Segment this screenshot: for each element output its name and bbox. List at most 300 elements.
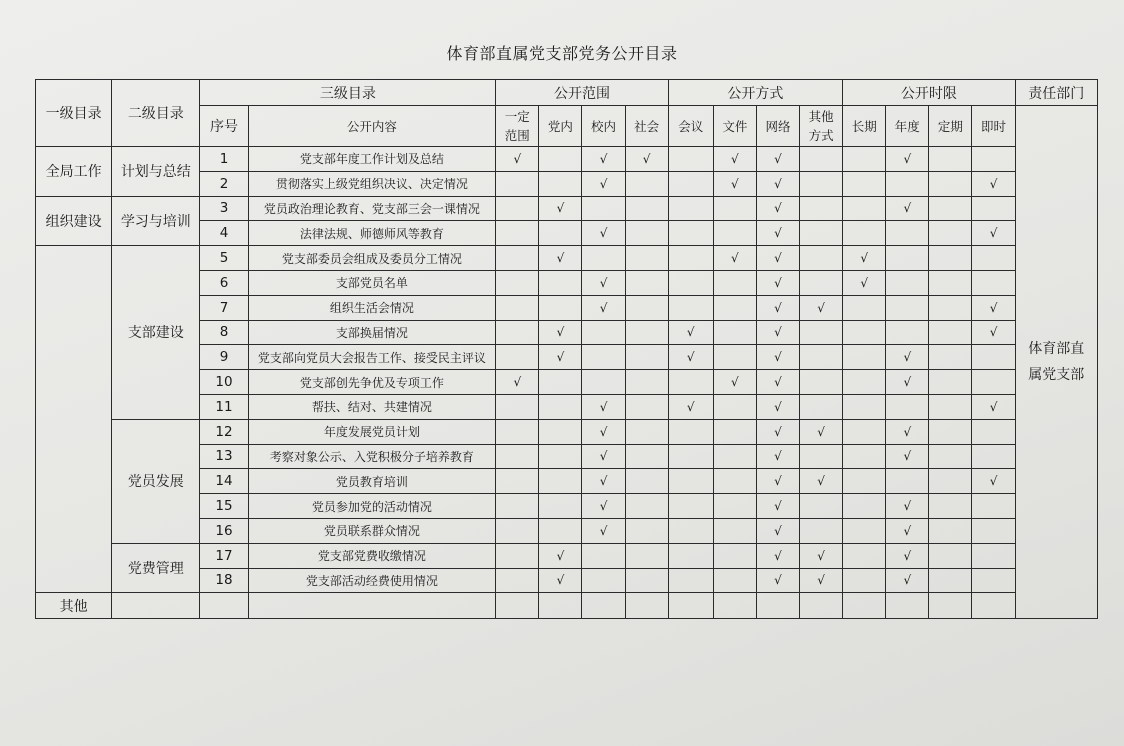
- mark-cell: [929, 568, 972, 593]
- content-cell: 党员教育培训: [248, 469, 496, 494]
- mark-cell: [886, 469, 929, 494]
- content-cell: 党支部创先争优及专项工作: [248, 370, 496, 395]
- seq-cell: 11: [200, 394, 248, 419]
- mark-cell: [496, 196, 539, 221]
- mark-cell: [668, 171, 713, 196]
- mark-cell: [800, 543, 843, 568]
- check-mark: √: [774, 151, 782, 166]
- seq-cell: 2: [200, 171, 248, 196]
- check-mark: √: [903, 350, 912, 365]
- mark-cell: [625, 246, 668, 271]
- header-method-other: 其他方式: [800, 106, 843, 147]
- seq-cell: 8: [200, 320, 248, 345]
- mark-cell: [929, 345, 972, 370]
- table-row: [36, 419, 1098, 444]
- mark-cell: [929, 394, 972, 419]
- header-level2: 二级目录: [112, 80, 200, 147]
- check-mark: √: [731, 176, 739, 191]
- empty-cell: [625, 593, 668, 619]
- mark-cell: [713, 345, 756, 370]
- header-period-regular: 定期: [929, 106, 972, 147]
- mark-cell: [625, 171, 668, 196]
- check-mark: √: [599, 523, 608, 538]
- header-scope-party: 党内: [539, 106, 582, 147]
- mark-cell: [929, 444, 972, 469]
- check-mark: √: [599, 275, 608, 290]
- empty-cell: [582, 593, 625, 619]
- mark-cell: [539, 370, 582, 395]
- mark-cell: [496, 345, 539, 370]
- mark-cell: [929, 295, 972, 320]
- mark-cell: [800, 295, 843, 320]
- mark-cell: [756, 543, 799, 568]
- responsible-dept-line-2: 属党支部: [1028, 367, 1085, 384]
- check-mark: √: [599, 151, 608, 166]
- mark-cell: [972, 320, 1015, 345]
- mark-cell: [496, 444, 539, 469]
- mark-cell: [713, 221, 756, 246]
- empty-cell: [800, 593, 843, 619]
- seq-cell: 18: [200, 568, 248, 593]
- mark-cell: [886, 419, 929, 444]
- mark-cell: [886, 518, 929, 543]
- check-mark: √: [774, 201, 782, 216]
- empty-cell: [248, 593, 496, 619]
- mark-cell: [800, 370, 843, 395]
- header-level1: 一级目录: [36, 80, 112, 147]
- mark-cell: [886, 270, 929, 295]
- check-mark: √: [599, 424, 608, 439]
- mark-cell: [625, 543, 668, 568]
- mark-cell: [625, 469, 668, 494]
- mark-cell: [756, 568, 799, 593]
- mark-cell: [886, 295, 929, 320]
- mark-cell: [582, 171, 625, 196]
- check-mark: √: [599, 176, 608, 191]
- check-mark: √: [860, 251, 869, 266]
- mark-cell: [800, 147, 843, 172]
- mark-cell: [496, 419, 539, 444]
- mark-cell: [756, 444, 799, 469]
- header-method-network: 网络: [756, 106, 799, 147]
- mark-cell: [756, 518, 799, 543]
- mark-cell: [713, 196, 756, 221]
- mark-cell: [625, 568, 668, 593]
- mark-cell: [972, 270, 1015, 295]
- mark-cell: [496, 221, 539, 246]
- check-mark: √: [903, 375, 912, 390]
- mark-cell: [713, 469, 756, 494]
- mark-cell: [668, 518, 713, 543]
- mark-cell: [539, 394, 582, 419]
- table-row: [36, 147, 1098, 172]
- check-mark: √: [599, 449, 608, 464]
- mark-cell: [496, 147, 539, 172]
- mark-cell: [625, 295, 668, 320]
- mark-cell: [668, 543, 713, 568]
- mark-cell: [496, 494, 539, 519]
- mark-cell: [668, 246, 713, 271]
- mark-cell: [713, 370, 756, 395]
- check-mark: √: [989, 399, 998, 414]
- mark-cell: [843, 568, 886, 593]
- mark-cell: [972, 543, 1015, 568]
- level2-cell: 计划与总结: [112, 147, 200, 197]
- check-mark: √: [774, 300, 782, 315]
- check-mark: √: [774, 275, 782, 290]
- check-mark: √: [599, 399, 608, 414]
- mark-cell: [756, 494, 799, 519]
- mark-cell: [800, 345, 843, 370]
- mark-cell: [756, 394, 799, 419]
- mark-cell: [843, 221, 886, 246]
- content-cell: 组织生活会情况: [248, 295, 496, 320]
- mark-cell: [539, 171, 582, 196]
- check-mark: √: [903, 424, 912, 439]
- mark-cell: [886, 345, 929, 370]
- check-mark: √: [556, 251, 565, 266]
- header-period-long: 长期: [843, 106, 886, 147]
- mark-cell: [496, 394, 539, 419]
- mark-cell: [756, 171, 799, 196]
- document-title: 体育部直属党支部党务公开目录: [446, 44, 678, 63]
- seq-cell: 3: [200, 196, 248, 221]
- seq-cell: 5: [200, 246, 248, 271]
- seq-cell: 1: [200, 147, 248, 172]
- mark-cell: [886, 147, 929, 172]
- level2-cell: 学习与培训: [112, 196, 200, 246]
- table-row: [36, 543, 1098, 568]
- check-mark: √: [513, 375, 522, 390]
- empty-cell: [929, 593, 972, 619]
- mark-cell: [800, 419, 843, 444]
- content-cell: 考察对象公示、入党积极分子培养教育: [248, 444, 496, 469]
- mark-cell: [668, 221, 713, 246]
- empty-cell: [886, 593, 929, 619]
- mark-cell: [539, 320, 582, 345]
- header-row-1: [36, 80, 1098, 106]
- mark-cell: [843, 345, 886, 370]
- mark-cell: [625, 394, 668, 419]
- seq-cell: 16: [200, 518, 248, 543]
- check-mark: √: [903, 151, 912, 166]
- mark-cell: [800, 270, 843, 295]
- empty-cell: [668, 593, 713, 619]
- mark-cell: [625, 494, 668, 519]
- mark-cell: [713, 568, 756, 593]
- mark-cell: [800, 171, 843, 196]
- mark-cell: [582, 469, 625, 494]
- seq-cell: 14: [200, 469, 248, 494]
- mark-cell: [972, 469, 1015, 494]
- mark-cell: [843, 394, 886, 419]
- mark-cell: [929, 246, 972, 271]
- mark-cell: [886, 370, 929, 395]
- mark-cell: [625, 419, 668, 444]
- table-row: [36, 196, 1098, 221]
- level2-cell: 党费管理: [112, 543, 200, 593]
- check-mark: √: [989, 300, 998, 315]
- check-mark: √: [817, 573, 825, 588]
- header-period-instant: 即时: [972, 106, 1015, 147]
- level2-cell: 支部建设: [112, 246, 200, 420]
- check-mark: √: [556, 325, 565, 340]
- level1-cell: [36, 246, 112, 593]
- responsible-dept: [1015, 106, 1097, 619]
- mark-cell: [668, 419, 713, 444]
- mark-cell: [886, 221, 929, 246]
- check-mark: √: [599, 226, 608, 241]
- check-mark: √: [989, 176, 998, 191]
- check-mark: √: [686, 350, 695, 365]
- header-period: 公开时限: [843, 80, 1015, 106]
- mark-cell: [843, 444, 886, 469]
- check-mark: √: [817, 424, 825, 439]
- content-cell: 贯彻落实上级党组织决议、决定情况: [248, 171, 496, 196]
- check-mark: √: [513, 151, 522, 166]
- mark-cell: [539, 196, 582, 221]
- mark-cell: [713, 320, 756, 345]
- mark-cell: [496, 370, 539, 395]
- mark-cell: [582, 444, 625, 469]
- empty-cell: [843, 593, 886, 619]
- mark-cell: [886, 543, 929, 568]
- check-mark: √: [817, 474, 825, 489]
- mark-cell: [972, 147, 1015, 172]
- check-mark: √: [686, 325, 695, 340]
- mark-cell: [756, 295, 799, 320]
- mark-cell: [843, 171, 886, 196]
- empty-cell: [756, 593, 799, 619]
- mark-cell: [972, 370, 1015, 395]
- mark-cell: [582, 196, 625, 221]
- check-mark: √: [860, 275, 869, 290]
- mark-cell: [756, 320, 799, 345]
- mark-cell: [713, 543, 756, 568]
- content-cell: 支部党员名单: [248, 270, 496, 295]
- mark-cell: [496, 270, 539, 295]
- check-mark: √: [599, 474, 608, 489]
- mark-cell: [539, 518, 582, 543]
- mark-cell: [582, 345, 625, 370]
- check-mark: √: [774, 375, 782, 390]
- mark-cell: [713, 518, 756, 543]
- header-period-annual: 年度: [886, 106, 929, 147]
- check-mark: √: [774, 251, 782, 266]
- check-mark: √: [642, 151, 651, 166]
- mark-cell: [800, 518, 843, 543]
- check-mark: √: [903, 548, 912, 563]
- mark-cell: [582, 295, 625, 320]
- mark-cell: [539, 419, 582, 444]
- header-scope: 公开范围: [496, 80, 668, 106]
- check-mark: √: [599, 300, 608, 315]
- mark-cell: [800, 444, 843, 469]
- check-mark: √: [903, 573, 912, 588]
- mark-cell: [843, 518, 886, 543]
- mark-cell: [929, 221, 972, 246]
- check-mark: √: [817, 548, 825, 563]
- mark-cell: [496, 518, 539, 543]
- mark-cell: [972, 171, 1015, 196]
- mark-cell: [625, 370, 668, 395]
- mark-cell: [668, 394, 713, 419]
- mark-cell: [668, 295, 713, 320]
- mark-cell: [625, 147, 668, 172]
- mark-cell: [713, 295, 756, 320]
- mark-cell: [539, 270, 582, 295]
- mark-cell: [886, 394, 929, 419]
- content-cell: 年度发展党员计划: [248, 419, 496, 444]
- mark-cell: [843, 295, 886, 320]
- mark-cell: [843, 270, 886, 295]
- mark-cell: [886, 444, 929, 469]
- empty-cell: [496, 593, 539, 619]
- mark-cell: [668, 568, 713, 593]
- mark-cell: [496, 246, 539, 271]
- check-mark: √: [774, 474, 782, 489]
- seq-cell: 7: [200, 295, 248, 320]
- check-mark: √: [556, 573, 565, 588]
- mark-cell: [668, 320, 713, 345]
- check-mark: √: [731, 375, 739, 390]
- mark-cell: [972, 568, 1015, 593]
- mark-cell: [886, 320, 929, 345]
- mark-cell: [713, 419, 756, 444]
- mark-cell: [539, 147, 582, 172]
- mark-cell: [929, 270, 972, 295]
- mark-cell: [756, 419, 799, 444]
- mark-cell: [625, 345, 668, 370]
- mark-cell: [929, 370, 972, 395]
- mark-cell: [756, 370, 799, 395]
- mark-cell: [582, 419, 625, 444]
- mark-cell: [539, 568, 582, 593]
- mark-cell: [972, 494, 1015, 519]
- mark-cell: [800, 246, 843, 271]
- mark-cell: [668, 444, 713, 469]
- mark-cell: [582, 147, 625, 172]
- empty-cell: [972, 593, 1015, 619]
- seq-cell: 15: [200, 494, 248, 519]
- mark-cell: [713, 270, 756, 295]
- mark-cell: [668, 147, 713, 172]
- check-mark: √: [774, 449, 782, 464]
- check-mark: √: [731, 251, 739, 266]
- check-mark: √: [774, 424, 782, 439]
- header-method-meeting: 会议: [668, 106, 713, 147]
- mark-cell: [582, 518, 625, 543]
- mark-cell: [843, 370, 886, 395]
- check-mark: √: [903, 449, 912, 464]
- mark-cell: [539, 469, 582, 494]
- mark-cell: [582, 394, 625, 419]
- mark-cell: [496, 295, 539, 320]
- mark-cell: [756, 221, 799, 246]
- mark-cell: [713, 147, 756, 172]
- content-cell: 党员政治理论教育、党支部三会一课情况: [248, 196, 496, 221]
- seq-cell: 9: [200, 345, 248, 370]
- mark-cell: [625, 221, 668, 246]
- empty-cell: [539, 593, 582, 619]
- mark-cell: [625, 270, 668, 295]
- mark-cell: [713, 444, 756, 469]
- header-level3: 三级目录: [200, 80, 496, 106]
- mark-cell: [713, 171, 756, 196]
- level1-cell: 组织建设: [36, 196, 112, 246]
- seq-cell: 12: [200, 419, 248, 444]
- mark-cell: [625, 444, 668, 469]
- table-row: [36, 246, 1098, 271]
- check-mark: √: [774, 548, 782, 563]
- mark-cell: [972, 246, 1015, 271]
- check-mark: √: [774, 499, 782, 514]
- mark-cell: [756, 469, 799, 494]
- check-mark: √: [774, 350, 782, 365]
- mark-cell: [800, 568, 843, 593]
- header-method-document: 文件: [713, 106, 756, 147]
- mark-cell: [713, 246, 756, 271]
- check-mark: √: [686, 399, 695, 414]
- mark-cell: [625, 320, 668, 345]
- mark-cell: [843, 543, 886, 568]
- mark-cell: [800, 221, 843, 246]
- check-mark: √: [989, 474, 998, 489]
- check-mark: √: [903, 201, 912, 216]
- check-mark: √: [774, 573, 782, 588]
- header-scope-limited: 一定范围: [496, 106, 539, 147]
- mark-cell: [582, 370, 625, 395]
- content-cell: 支部换届情况: [248, 320, 496, 345]
- mark-cell: [756, 270, 799, 295]
- mark-cell: [496, 171, 539, 196]
- mark-cell: [972, 345, 1015, 370]
- mark-cell: [972, 419, 1015, 444]
- mark-cell: [886, 568, 929, 593]
- empty-cell: [200, 593, 248, 619]
- mark-cell: [886, 196, 929, 221]
- mark-cell: [929, 171, 972, 196]
- mark-cell: [929, 147, 972, 172]
- mark-cell: [496, 320, 539, 345]
- content-cell: 党支部委员会组成及委员分工情况: [248, 246, 496, 271]
- mark-cell: [972, 221, 1015, 246]
- mark-cell: [972, 444, 1015, 469]
- level1-cell: 其他: [36, 593, 112, 619]
- mark-cell: [843, 494, 886, 519]
- content-cell: 党员参加党的活动情况: [248, 494, 496, 519]
- mark-cell: [713, 394, 756, 419]
- mark-cell: [668, 370, 713, 395]
- disclosure-catalog-table: [35, 79, 1098, 619]
- check-mark: √: [774, 399, 782, 414]
- mark-cell: [800, 494, 843, 519]
- check-mark: √: [556, 350, 565, 365]
- mark-cell: [886, 246, 929, 271]
- mark-cell: [800, 320, 843, 345]
- mark-cell: [929, 494, 972, 519]
- mark-cell: [496, 469, 539, 494]
- responsible-dept-line-1: 体育部直: [1028, 341, 1085, 358]
- mark-cell: [929, 196, 972, 221]
- mark-cell: [582, 270, 625, 295]
- content-cell: 法律法规、师德师风等教育: [248, 221, 496, 246]
- mark-cell: [843, 419, 886, 444]
- mark-cell: [756, 196, 799, 221]
- content-cell: 党支部活动经费使用情况: [248, 568, 496, 593]
- mark-cell: [539, 246, 582, 271]
- mark-cell: [496, 568, 539, 593]
